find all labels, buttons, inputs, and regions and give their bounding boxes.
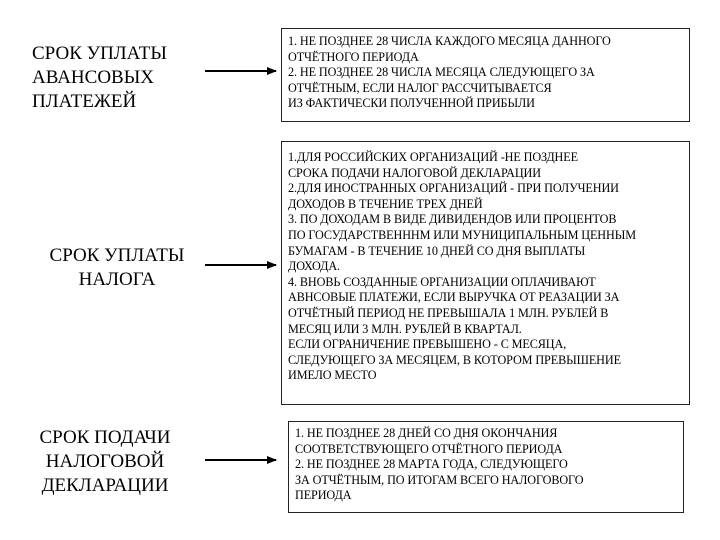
box-advance-payments: 1. НЕ ПОЗДНЕЕ 28 ЧИСЛА КАЖДОГО МЕСЯЦА ДАННОГО ОТЧЁТНОГО ПЕРИОДА 2. НЕ ПОЗДНЕЕ 28 ЧИСЛА МЕСЯЦА СЛЕДУЮЩЕГО ЗА ОТЧЁТНЫМ, ЕСЛИ НАЛОГ РАССЧИТЫВАЕТСЯ ИЗ ФАКТИЧЕСКИ ПОЛУЧЕННОЙ ПРИБЫЛИ	[281, 28, 690, 122]
box-tax-payment: 1.ДЛЯ РОССИЙСКИХ ОРГАНИЗАЦИЙ -НЕ ПОЗДНЕЕ СРОКА ПОДАЧИ НАЛОГОВОЙ ДЕКЛАРАЦИИ 2.ДЛЯ ИНОСТРАННЫХ ОРГАНИЗАЦИЙ - ПРИ ПОЛУЧЕНИИ ДОХОДОВ В ТЕЧЕНИЕ ТРЕХ ДНЕЙ 3. ПО ДОХОДАМ В ВИДЕ ДИВИДЕНДОВ ИЛИ ПРОЦЕНТОВ ПО ГОСУДАРСТВЕНННМ ИЛИ МУНИЦИПАЛЬНЫМ ЦЕННЫМ БУМАГАМ - В ТЕЧЕНИЕ 10 ДНЕЙ СО ДНЯ ВЫПЛАТЫ ДОХОДА. 4. ВНОВЬ СОЗДАННЫЕ ОРГАНИЗАЦИИ ОПЛАЧИВАЮТ АВНСОВЫЕ ПЛАТЕЖИ, ЕСЛИ ВЫРУЧКА ОТ РЕАЗАЦИИ ЗА ОТЧЁТНЫЙ ПЕРИОД НЕ ПРЕВЫШАЛА 1 МЛН. РУБЛЕЙ В МЕСЯЦ ИЛИ 3 МЛН. РУБЛЕЙ В КВАРТАЛ. ЕСЛИ ОГРАНИЧЕНИЕ ПРЕВЫШЕНО - С МЕСЯЦА, СЛЕДУЮЩЕГО ЗА МЕСЯЦЕМ, В КОТОРОМ ПРЕВЫШЕНИЕ ИМЕЛО МЕСТО	[281, 141, 690, 405]
label-tax-payment: СРОК УПЛАТЫ НАЛОГА	[49, 245, 185, 290]
box-declaration: 1. НЕ ПОЗДНЕЕ 28 ДНЕЙ СО ДНЯ ОКОНЧАНИЯ СООТВЕТСТВУЮЩЕГО ОТЧЁТНОГО ПЕРИОДА 2. НЕ ПОЗДНЕЕ 28 МАРТА ГОДА, СЛЕДУЮЩЕГО ЗА ОТЧЁТНЫМ, ПО ИТОГАМ ВСЕГО НАЛОГОВОГО ПЕРИОДА	[288, 421, 684, 513]
label-declaration: СРОК ПОДАЧИ НАЛОГОВОЙ ДЕКЛАРАЦИИ	[39, 427, 171, 496]
label-advance-payments: СРОК УПЛАТЫ АВАНСОВЫХ ПЛАТЕЖЕЙ	[32, 43, 167, 112]
